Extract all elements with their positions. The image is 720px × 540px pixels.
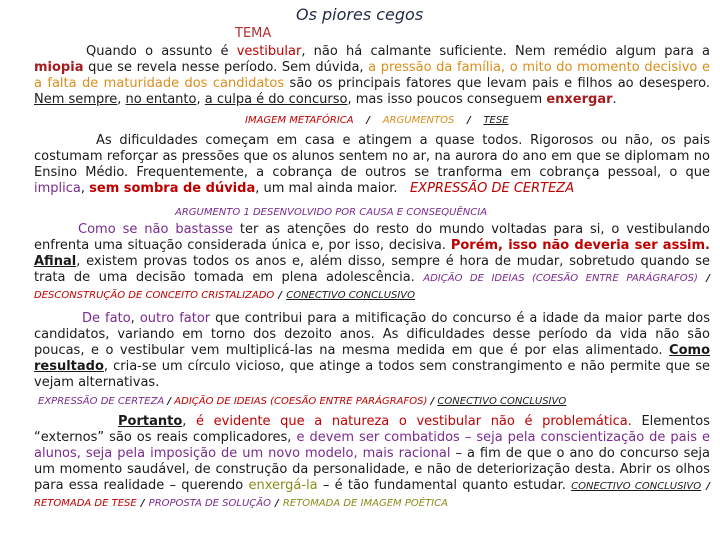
annotation-row-4: EXPRESSÃO DE CERTEZA / ADIÇÃO DE IDEIAS (COESÃO ENTRE PARÁGRAFOS) / CONECTIVO CONCLUSIVO bbox=[38, 396, 567, 407]
label-tese: TESE bbox=[483, 115, 509, 126]
highlight-arguments: a pressão da família, o mito do momento decisivo e a falta de maturidade dos candidatos bbox=[34, 60, 710, 91]
highlight-portanto: Portanto bbox=[118, 414, 183, 429]
separator: / bbox=[366, 115, 370, 126]
text: , mas isso poucos conseguem bbox=[347, 92, 547, 107]
text: , cria-se um círculo vicioso, que atinge a todos sem constrangimento e não permite que se vejam alternativas. bbox=[34, 359, 710, 390]
label-argumento-1: ARGUMENTO 1 DESENVOLVIDO POR CAUSA E CONSEQUÊNCIA bbox=[175, 207, 488, 218]
text: , bbox=[182, 414, 197, 429]
paragraph-argument-2 bbox=[34, 222, 710, 304]
highlight-nem-sempre: Nem sempre bbox=[34, 92, 118, 107]
text: que contribui para a mitificação do concurso é a idade da maior parte dos candidatos, variando em torno dos dezoito anos. As dificuldades desse período da vida não são poucas, e o vestibular vem multiplicá-las na mesma medida em que é por elas alimentado. bbox=[34, 311, 711, 358]
highlight-enxergar: enxergar bbox=[546, 92, 613, 107]
text: – a fim de que o ano do concurso seja um momento saudável, de construção da personalidade, e não de deteriorização desta. Abrir os olhos para essa realidade – querendo bbox=[34, 446, 710, 493]
label-argumentos: ARGUMENTOS bbox=[382, 115, 455, 126]
label-adicao-ideias: ADIÇÃO DE IDEIAS (COESÃO ENTRE PARÁGRAFOS) bbox=[423, 273, 698, 284]
label-proposta-solucao: PROPOSTA DE SOLUÇÃO bbox=[148, 498, 271, 509]
highlight-miopia: miopia bbox=[34, 60, 84, 75]
label-retomada-tese: RETOMADA DE TESE bbox=[34, 498, 137, 509]
text: , bbox=[117, 92, 126, 107]
highlight-evidente: é evidente que a natureza o vestibular não é problemática. bbox=[196, 414, 632, 429]
highlight-vestibular: vestibular bbox=[236, 44, 302, 59]
page-title: Os piores cegos bbox=[296, 5, 424, 24]
highlight-de-fato: De fato bbox=[82, 311, 131, 326]
text: , bbox=[80, 181, 90, 196]
text: , bbox=[130, 311, 140, 326]
paragraph-argument-1 bbox=[34, 133, 710, 197]
paragraph-intro bbox=[34, 44, 710, 108]
text: que se revela nesse período. Sem dúvida, bbox=[83, 60, 369, 75]
highlight-enxerga-la: enxergá-la bbox=[248, 478, 318, 493]
highlight-como-se-nao-bastasse: Como se não bastasse bbox=[78, 222, 233, 237]
label-adicao-ideias: ADIÇÃO DE IDEIAS (COESÃO ENTRE PARÁGRAFOS) bbox=[174, 396, 428, 407]
separator: / bbox=[278, 290, 283, 301]
highlight-no-entanto: no entanto bbox=[125, 92, 197, 107]
text: , existem provas todos os anos e, além disso, sempre é hora de mudar, sobretudo quando se trata de uma decisão tomada em plena adolescência. bbox=[34, 254, 710, 285]
label-retomada-imagem: RETOMADA DE IMAGEM POÉTICA bbox=[282, 498, 448, 509]
highlight-como-resultado: Como resultado bbox=[34, 343, 710, 374]
tema-label: TEMA bbox=[235, 26, 272, 41]
label-conectivo-conclusivo: CONECTIVO CONCLUSIVO bbox=[286, 290, 416, 301]
label-desconstrucao: DESCONSTRUÇÃO DE CONCEITO CRISTALIZADO bbox=[34, 290, 275, 301]
paragraph-conclusion: Portanto, é evidente que a natureza o vestibular não é problemática. Elementos “externos” são os reais complicadores, e devem ser combatidos – seja pela conscientização de pais e alunos, seja pela imposição de um novo modelo, mais racional – a fim de que o ano do concurso seja um momento saudável, de construção da personalidade, e não de deteriorização desta. Abrir os olhos para essa realidade – querendo enxergá-la – é tão fundamental quanto estudar. CONECTIVO CONCLUSIVO / RETOMADA DE TESE / PROPOSTA DE SOLUÇÃO / RETOMADA DE IMAGEM POÉTICA bbox=[34, 414, 711, 509]
annotation-row-1 bbox=[245, 115, 509, 126]
label-conectivo-conclusivo: CONECTIVO CONCLUSIVO bbox=[571, 481, 702, 492]
paragraph-argument-3 bbox=[34, 311, 710, 391]
text: As dificuldades começam em casa e atingem a quase todos. Rigorosos ou não, os pais costumam reforçar as pressões que os alunos sentem no ar, na aurora do ano em que se diplomam no Ensino Médio. Frequentemente, a cobrança de outros se tranforma em cobrança pessoal, o que bbox=[34, 133, 710, 180]
text: são os principais fatores que levam pais e filhos ao desespero. bbox=[284, 76, 711, 91]
text: , bbox=[196, 92, 205, 107]
highlight-implica: implica bbox=[34, 181, 81, 196]
label-expressao-certeza: EXPRESSÃO DE CERTEZA bbox=[38, 396, 165, 407]
text: . bbox=[612, 92, 617, 107]
text: Quando o assunto é bbox=[86, 44, 229, 59]
highlight-sem-sombra: sem sombra de dúvida bbox=[89, 181, 256, 196]
text: Elementos “externos” são os reais complicadores, bbox=[34, 414, 710, 445]
label-imagem-metaforica: IMAGEM METAFÓRICA bbox=[245, 115, 354, 126]
text: – é tão fundamental quanto estudar. bbox=[317, 478, 566, 493]
highlight-outro-fator: outro fator bbox=[139, 311, 211, 326]
text: , não há calmante suficiente. Nem remédio algum para a bbox=[301, 44, 710, 59]
text: ter as atenções do resto do mundo voltadas para si, o vestibulando enfrenta uma situação considerada única e, por isso, decisiva. bbox=[34, 222, 710, 253]
highlight-porem: Porém, isso não deveria ser assim. bbox=[450, 238, 710, 253]
label-expressao-certeza: EXPRESSÃO DE CERTEZA bbox=[409, 181, 575, 196]
separator: / bbox=[706, 273, 710, 284]
highlight-proposta: e devem ser combatidos – seja pela conscientização de pais e alunos, seja pela imposição de um novo modelo, mais racional bbox=[34, 430, 711, 461]
highlight-afinal: Afinal bbox=[34, 254, 77, 269]
separator: / bbox=[467, 115, 471, 126]
text: , um mal ainda maior. bbox=[255, 181, 398, 196]
highlight-culpa: a culpa é do concurso bbox=[204, 92, 348, 107]
label-conectivo-conclusivo: CONECTIVO CONCLUSIVO bbox=[437, 396, 567, 407]
